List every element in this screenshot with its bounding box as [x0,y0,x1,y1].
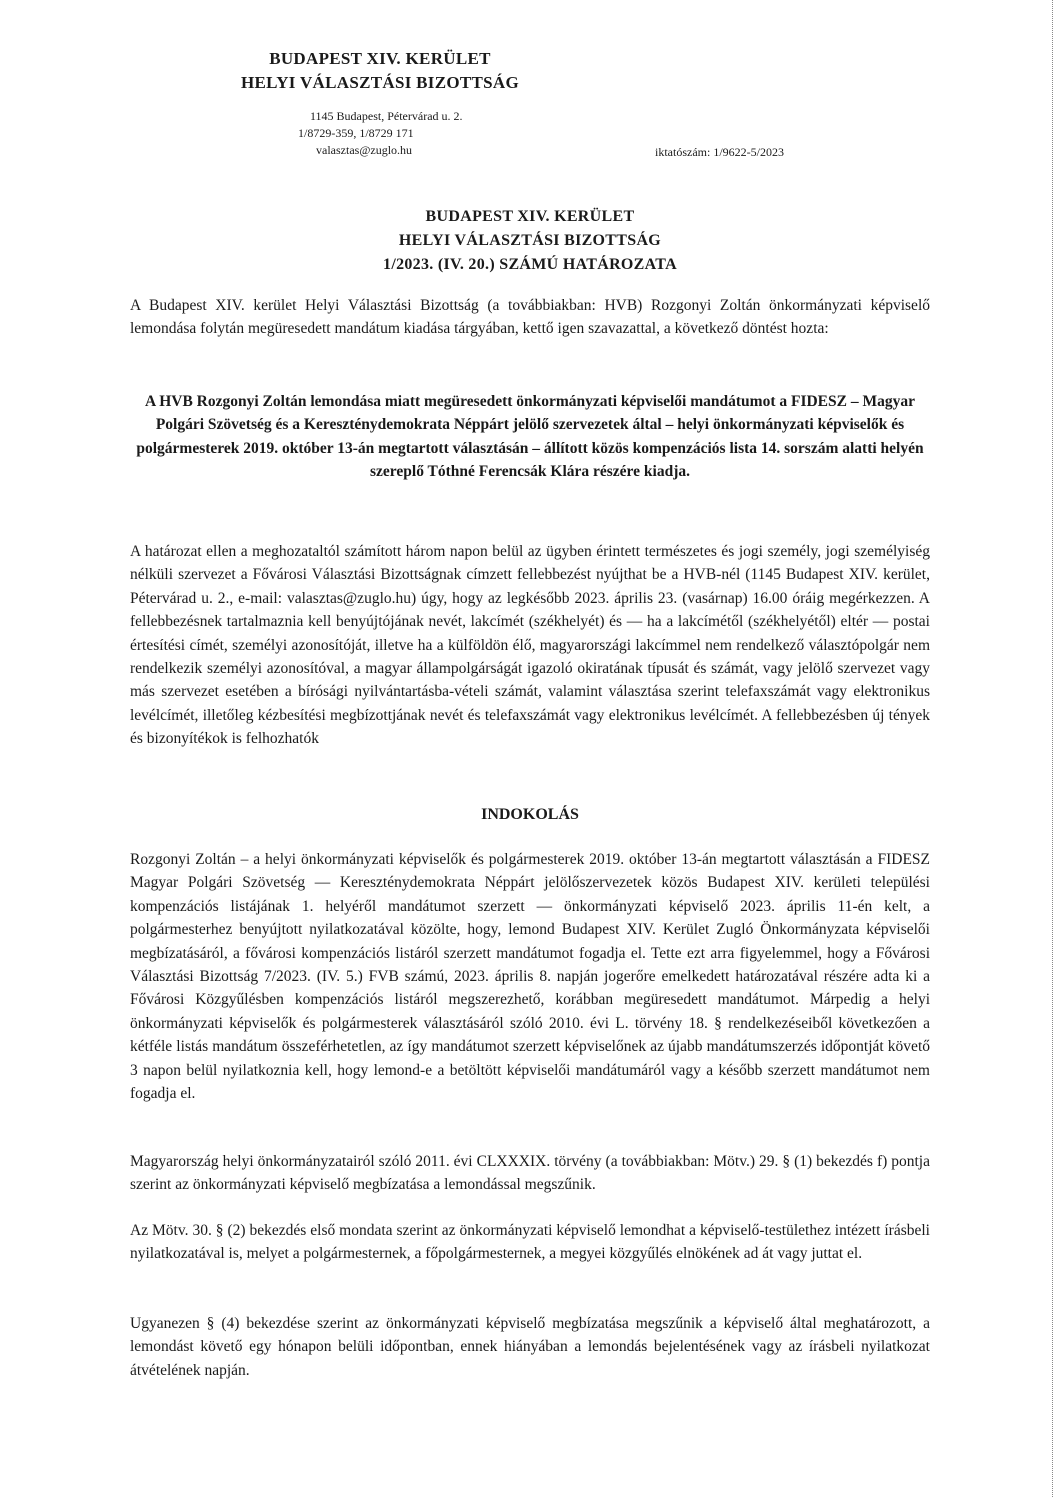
intro-paragraph: A Budapest XIV. kerület Helyi Választási Bizottság (a továbbiakban: HVB) Rozgonyi Zoltán önkormányzati képviselő lemondása folytán megüresedett mandátum kiadása tárgyában, kettő igen szavazattal, a következő döntést hozta: [130,297,930,338]
reasoning-paragraph-2: Magyarország helyi önkormányzatairól szóló 2011. évi CLXXXIX. törvény (a továbbiakban: Mötv.) 29. § (1) bekezdés f) pontja szerint az önkormányzati képviselő megbízatása a lemondással megszűnik. [130,1153,930,1194]
header-address: 1145 Budapest, Pétervárad u. 2. [310,109,463,123]
resolution-title-line2: HELYI VÁLASZTÁSI BIZOTTSÁG [398,232,662,249]
section-title: INDOKOLÁS [481,806,579,823]
header-phone: 1/8729-359, 1/8729 171 [298,126,414,140]
header-org-line1: BUDAPEST XIV. KERÜLET [269,49,491,68]
reference-number: iktatószám: 1/9622-5/2023 [655,145,784,159]
header-email: valasztas@zuglo.hu [316,143,413,157]
resolution-title-line1: BUDAPEST XIV. KERÜLET [425,208,635,225]
reasoning-paragraph-4: Ugyanezen § (4) bekezdése szerint az önkormányzati képviselő megbízatása megszűnik a képviselő által meghatározott, a lemondást követő egy hónapon belüli időpontban, ennek hiányában a lemondás bejelentésének vagy az írásbeli nyilatkozat átvételének napján. [130,1315,930,1379]
decision-paragraph: A HVB Rozgonyi Zoltán lemondása miatt megüresedett önkormányzati képviselői mandátumot a FIDESZ – Magyar Polgári Szövetség és a Kereszténydemokrata Néppárt jelölő szervezetek által – helyi önkormányzati képviselők és polgármesterek 2019. október 13-án megtartott választásán – állított közös kompenzációs lista 14. sorszám alatti helyén szereplő Tóthné Ferencsák Klára részére kiadja. [136,393,924,481]
appeal-paragraph: A határozat ellen a meghozataltól számított három napon belül az ügyben érintett természetes és jogi személy, jogi személyiség nélküli szervezet a Fővárosi Választási Bizottságnak címzett fellebbezést nyújthat be a HVB-nél (1145 Budapest XIV. kerület, Pétervárad u. 2., e-mail: valasztas@zuglo.hu) úgy, hogy az legkésőbb 2023. április 23. (vasárnap) 16.00 óráig megérkezzen. A fellebbezésnek tartalmaznia kell benyújtójának nevét, lakcímét (székhelyét) és — ha a lakcímétől (székhelyétől) eltér — postai értesítési címét, személyi azonosítóját, illetve ha a külföldön élő, magyarországi lakcímmel nem rendelkező választópolgár nem rendelkezik személyi azonosítóval, a magyar állampolgárságát igazoló okiratának típusát és számát, vagy jelölő szervezet vagy más szervezet esetében a bírósági nyilvántartásba-vételi számát, valamint választása szerint telefaxszámát vagy elektronikus levélcímét, illetőleg kézbesítési megbízottjának nevét és telefaxszámát vagy elektronikus levélcímét. A fellebbezésben új tények és bizonyítékok is felhozhatók [130,543,930,748]
resolution-title-line3: 1/2023. (IV. 20.) SZÁMÚ HATÁROZATA [383,256,677,273]
reasoning-paragraph-3: Az Mötv. 30. § (2) bekezdés első mondata szerint az önkormányzati képviselő lemondhat a képviselő-testülethez intézett írásbeli nyilatkozatával is, melyet a polgármesternek, a főpolgármesternek, a megyei közgyűlés elnökének ad át vagy juttat el. [130,1222,930,1263]
reasoning-paragraph-1: Rozgonyi Zoltán – a helyi önkormányzati képviselők és polgármesterek 2019. október 13-án megtartott választásán a FIDESZ Magyar Polgári Szövetség — Kereszténydemokrata Néppárt jelölőszervezetek közös Budapest XIV. kerületi települési kompenzációs listájának 1. helyéről mandátumot szerzett — önkormányzati képviselő 2023. április 11-én kelt, a polgármesterhez benyújtott nyilatkozatával közölte, hogy, lemond Budapest XIV. Kerület Zugló Önkormányzata képviselői megbízatásáról, a fővárosi kompenzációs listáról szerzett mandátumot fogadja el. Tette ezt arra figyelemmel, hogy a Fővárosi Választási Bizottság 7/2023. (IV. 5.) FVB számú, 2023. április 8. napján jogerőre emelkedett határozatával részére adta ki a Fővárosi Közgyűlésben kompenzációs listáról megszerezhető, korábban megüresedett mandátumot. Márpedig a helyi önkormányzati képviselők és polgármesterek választásáról szóló 2010. évi L. törvény 18. § rendelkezéseiből következően a kétféle listás mandátum összeférhetetlen, az így mandátumot szerzett képviselőnek az újabb mandátumszerzés időpontját követő 3 napon belül nyilatkoznia kell, hogy lemond-e a betöltött képviselői mandátumáról vagy a később szerzett mandátumot nem fogadja el. [130,851,930,1103]
scan-edge-line [1051,0,1053,1497]
header-org-line2: HELYI VÁLASZTÁSI BIZOTTSÁG [240,73,520,92]
